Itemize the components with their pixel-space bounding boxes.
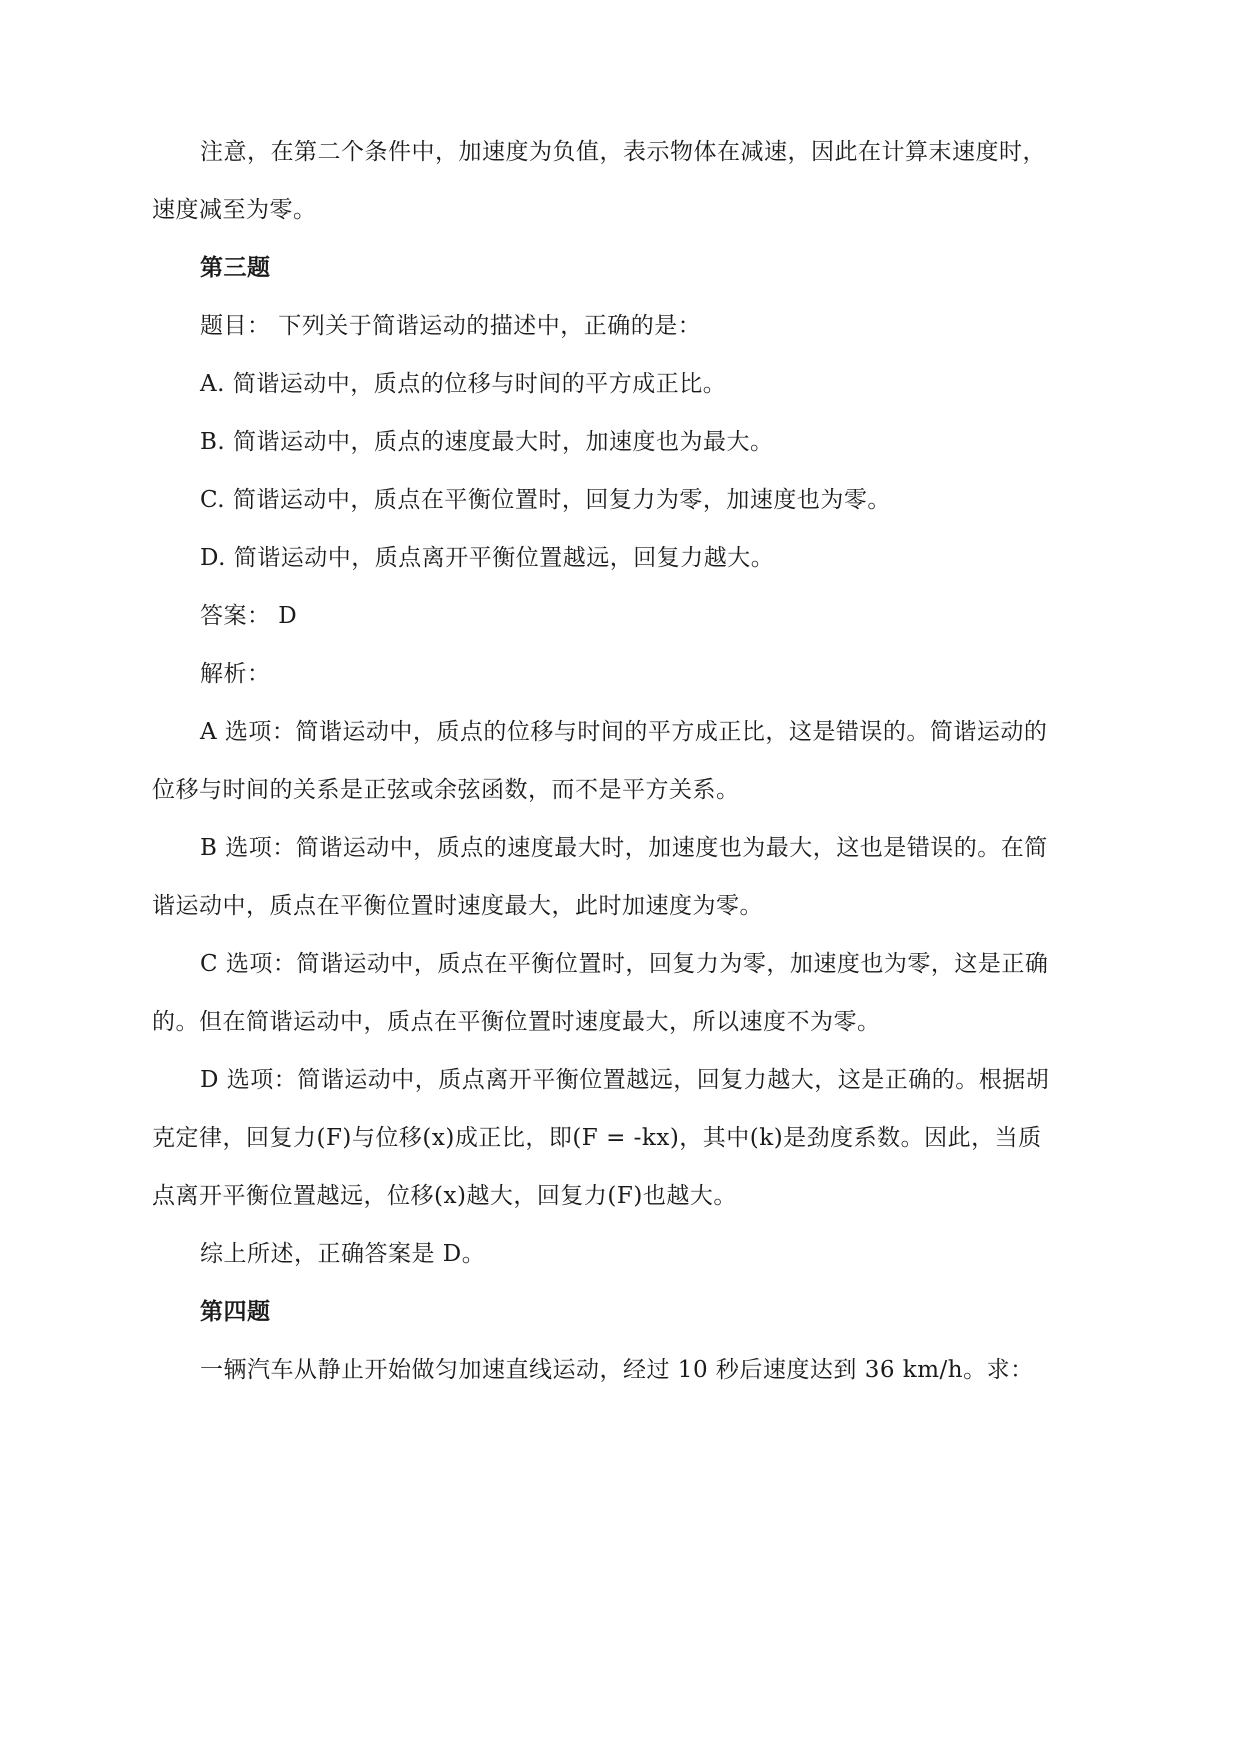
- paragraph-note-line-2: 速度减至为零。: [152, 197, 317, 223]
- option-b: B. 简谐运动中，质点的速度最大时，加速度也为最大。: [200, 429, 774, 455]
- analysis-b-line-1: B 选项：简谐运动中，质点的速度最大时，加速度也为最大，这也是错误的。在简: [200, 835, 1048, 861]
- analysis-a-line-1: A 选项：简谐运动中，质点的位移与时间的平方成正比，这是错误的。简谐运动的: [200, 719, 1048, 745]
- analysis-d-line-1: D 选项：简谐运动中，质点离开平衡位置越远，回复力越大，这是正确的。根据胡: [200, 1067, 1050, 1093]
- analysis-d-line-3: 点离开平衡位置越远，位移(x)越大，回复力(F)也越大。: [152, 1183, 737, 1209]
- section-heading-q3: 第三题: [200, 255, 271, 281]
- analysis-label: 解析：: [200, 661, 271, 687]
- summary-line: 综上所述，正确答案是 D。: [200, 1241, 486, 1267]
- question4-stem: 一辆汽车从静止开始做匀加速直线运动，经过 10 秒后速度达到 36 km/h。求：: [200, 1357, 1034, 1383]
- analysis-c-line-2: 的。但在简谐运动中，质点在平衡位置时速度最大，所以速度不为零。: [152, 1009, 881, 1035]
- question-stem: 题目： 下列关于简谐运动的描述中，正确的是：: [200, 313, 702, 339]
- analysis-b-line-2: 谐运动中，质点在平衡位置时速度最大，此时加速度为零。: [152, 893, 763, 919]
- analysis-d-line-2: 克定律，回复力(F)与位移(x)成正比，即(F = -kx)，其中(k)是劲度系数。因此，当质: [152, 1125, 1042, 1151]
- option-d: D. 简谐运动中，质点离开平衡位置越远，回复力越大。: [200, 545, 775, 571]
- answer-line: 答案： D: [200, 603, 298, 629]
- paragraph-note-line-1: 注意，在第二个条件中，加速度为负值，表示物体在减速，因此在计算末速度时，: [200, 139, 1046, 165]
- analysis-a-line-2: 位移与时间的关系是正弦或余弦函数，而不是平方关系。: [152, 777, 740, 803]
- section-heading-q4: 第四题: [200, 1299, 271, 1325]
- option-a: A. 简谐运动中，质点的位移与时间的平方成正比。: [200, 371, 727, 397]
- option-c: C. 简谐运动中，质点在平衡位置时，回复力为零，加速度也为零。: [200, 487, 891, 513]
- analysis-c-line-1: C 选项：简谐运动中，质点在平衡位置时，回复力为零，加速度也为零，这是正确: [200, 951, 1049, 977]
